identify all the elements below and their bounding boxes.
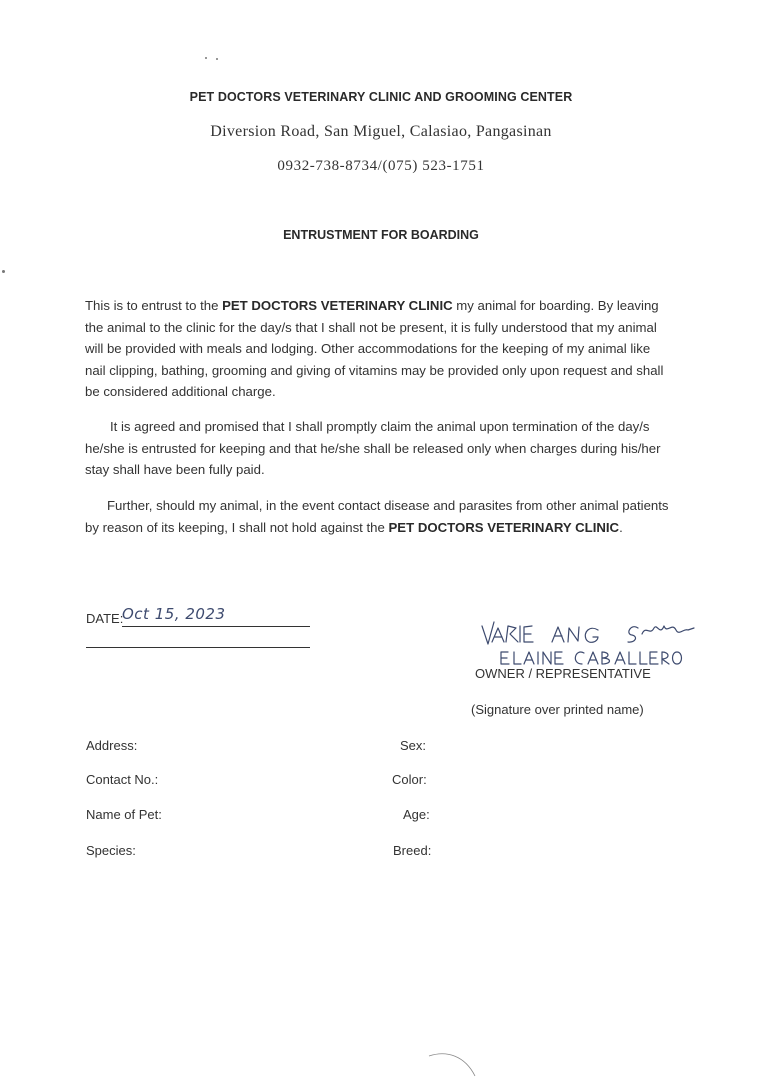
blank-underline <box>86 647 310 648</box>
paragraph-entrust <box>85 295 670 403</box>
species-label: Species: <box>86 843 136 858</box>
scan-speck <box>2 270 5 273</box>
date-underline <box>122 626 310 627</box>
paragraph-text: Further, should my animal, in the event contact disease and parasites from other animal patients by reason of its keeping, I shall not hold against the <box>85 498 669 535</box>
contact-label: Contact No.: <box>86 772 159 787</box>
paragraph-text: my animal for boarding. By leaving the animal to the clinic for the day/s that I shall not be present, it is fully understood that my animal will be provided with meals and lodging. Other accommodations for the keeping of my animal like nail clipping, bathing, grooming and giving of vitamins may be provided only upon request and shall be considered additional charge. <box>85 298 664 400</box>
paragraph-liability <box>85 495 670 538</box>
scan-speck <box>205 57 207 59</box>
breed-label: Breed: <box>393 843 432 858</box>
handwritten-signature[interactable] <box>470 612 730 668</box>
clinic-name-bold: PET DOCTORS VETERINARY CLINIC <box>222 298 453 313</box>
date-label: DATE: <box>86 611 124 626</box>
color-label: Color: <box>392 772 427 787</box>
clinic-address: Diversion Road, San Miguel, Calasiao, Pangasinan <box>210 123 552 140</box>
document-title: ENTRUSTMENT FOR BOARDING <box>283 228 479 242</box>
clinic-name: PET DOCTORS VETERINARY CLINIC AND GROOMING CENTER <box>189 90 573 104</box>
pet-name-label: Name of Pet: <box>86 807 162 822</box>
age-label: Age: <box>403 807 430 822</box>
clinic-name-bold: PET DOCTORS VETERINARY CLINIC <box>388 519 620 535</box>
paragraph-agreement: It is agreed and promised that I shall promptly claim the animal upon termination of the day/s he/she is entrusted for keeping and that he/she shall be released only when charges during his/her stay shall have been fully paid. <box>85 419 661 478</box>
owner-representative-label: OWNER / REPRESENTATIVE <box>475 666 651 681</box>
scan-stroke <box>425 1048 485 1080</box>
sex-label: Sex: <box>400 738 427 753</box>
date-value[interactable]: Oct 15, 2023 <box>122 605 226 623</box>
paragraph-text: This is to entrust to the <box>85 298 223 313</box>
address-label: Address: <box>86 738 138 753</box>
scan-speck <box>216 58 218 60</box>
signature-note: (Signature over printed name) <box>471 702 644 717</box>
paragraph-text: . <box>619 519 623 535</box>
clinic-phone: 0932-738-8734/(075) 523-1751 <box>277 158 485 174</box>
